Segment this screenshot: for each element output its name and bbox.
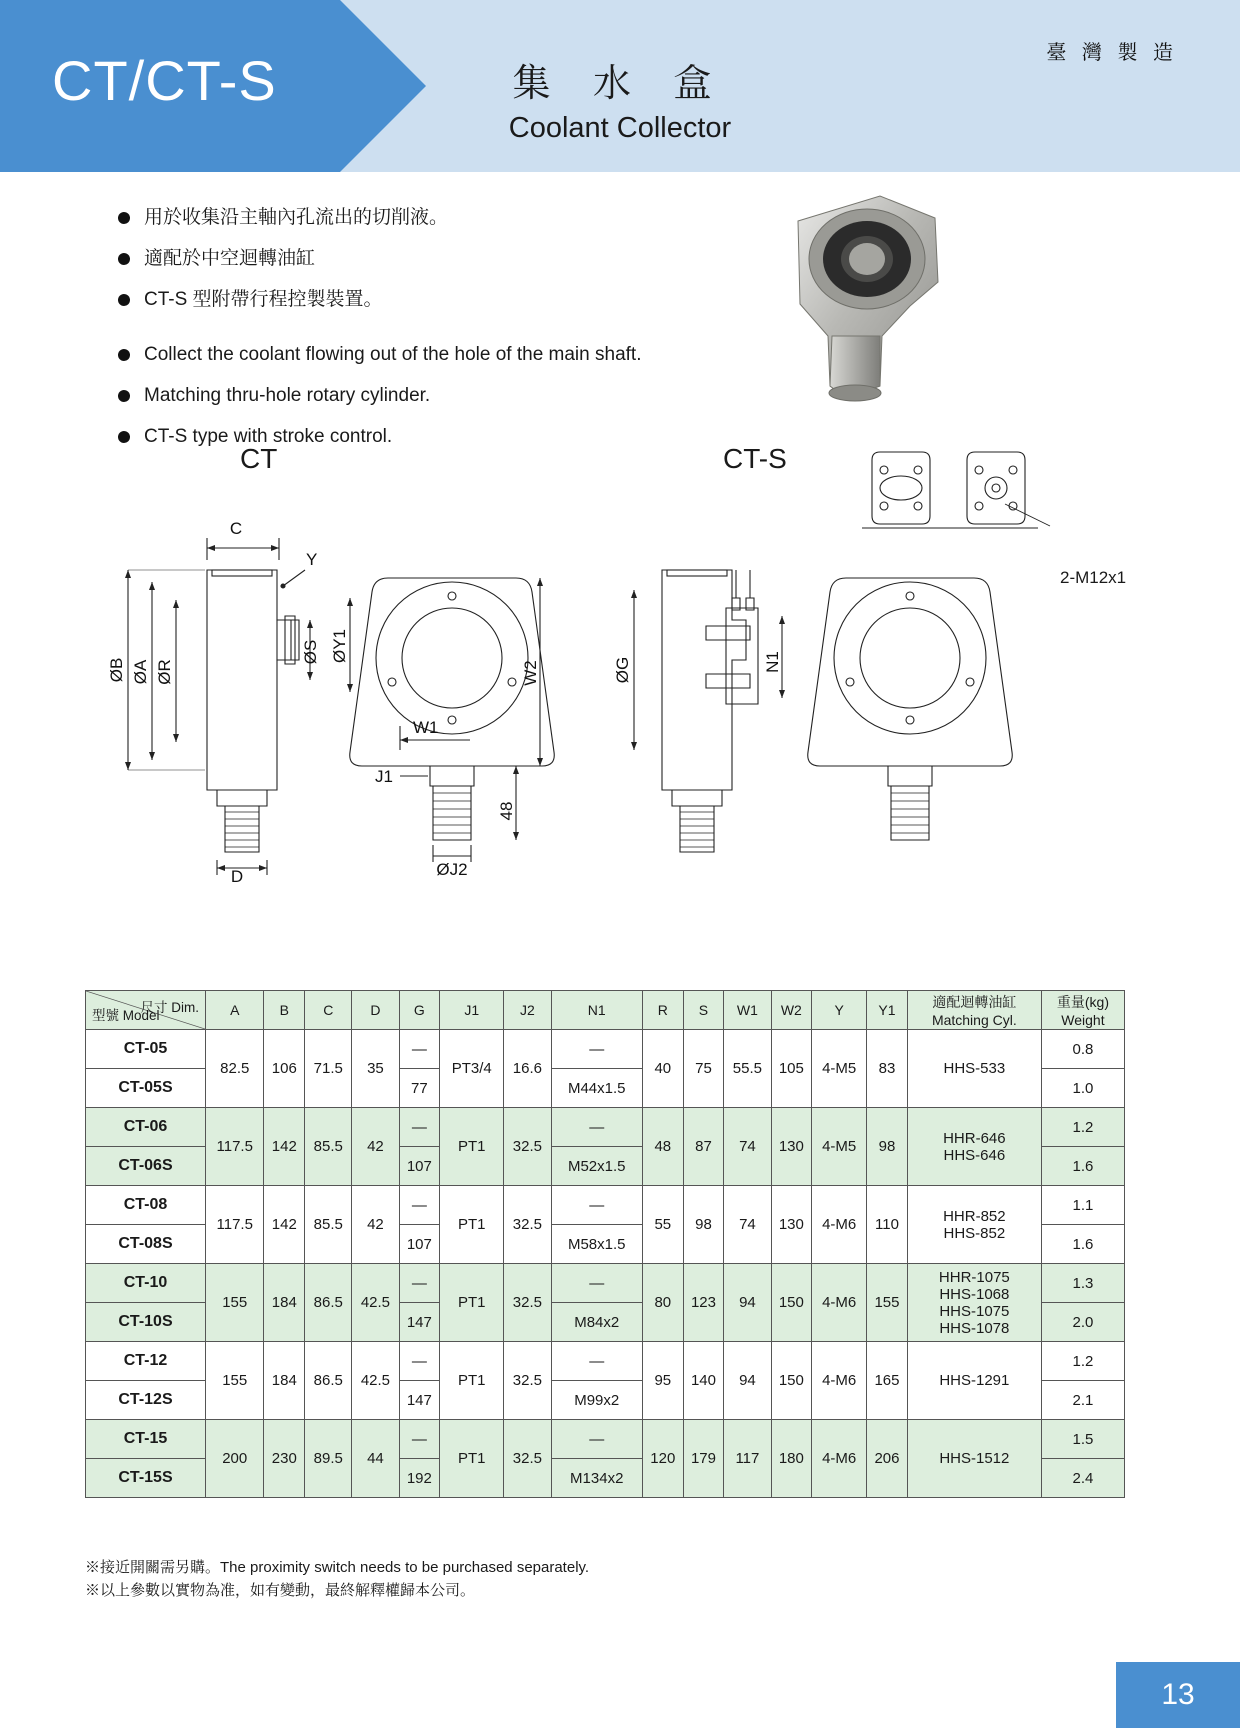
cell-weight: 2.1 [1041, 1381, 1124, 1420]
page-number: 13 [1116, 1662, 1240, 1728]
cell-y: 4-M6 [812, 1420, 867, 1498]
cell-w2: 150 [771, 1342, 812, 1420]
cell-r: 80 [642, 1264, 683, 1342]
made-in-label: 臺 灣 製 造 [1046, 42, 1178, 64]
cell-w1: 74 [724, 1186, 771, 1264]
col-header-y1: Y1 [867, 991, 908, 1030]
cell-g: 147 [399, 1303, 440, 1342]
table-row [86, 1186, 1125, 1225]
spec-table-container [85, 990, 1125, 1498]
bullet-dot-icon [118, 253, 130, 265]
cell-n1: M84x2 [551, 1303, 642, 1342]
cell-j2: 32.5 [504, 1108, 551, 1186]
svg-text:C: C [229, 519, 243, 538]
cell-model: CT-15 [86, 1420, 206, 1459]
cell-j1: PT3/4 [440, 1030, 504, 1108]
cell-n1: M58x1.5 [551, 1225, 642, 1264]
table-row [86, 1420, 1125, 1459]
table-row [86, 1108, 1125, 1147]
col-header-c: C [305, 991, 352, 1030]
page-title-cn: 集 水 盒 [512, 63, 728, 105]
cell-r: 55 [642, 1186, 683, 1264]
cell-w1: 94 [724, 1342, 771, 1420]
svg-text:48: 48 [497, 801, 516, 821]
feature-text: 用於收集沿主軸內孔流出的切削液。 [144, 207, 449, 228]
cell-model: CT-08 [86, 1186, 206, 1225]
cell-y1: 83 [867, 1030, 908, 1108]
cell-g: 107 [399, 1225, 440, 1264]
cell-s: 123 [683, 1264, 724, 1342]
cell-r: 95 [642, 1342, 683, 1420]
cell-d: 42 [352, 1186, 399, 1264]
series-title: CT/CT-S [52, 49, 277, 112]
col-header-b: B [264, 991, 305, 1030]
cell-r: 48 [642, 1108, 683, 1186]
cell-c: 86.5 [305, 1342, 352, 1420]
cell-d: 42 [352, 1108, 399, 1186]
cell-w2: 105 [771, 1030, 812, 1108]
list-item [118, 342, 758, 368]
feature-text: CT-S 型附帶行程控製裝置。 [144, 289, 383, 310]
cell-s: 140 [683, 1342, 724, 1420]
cell-s: 75 [683, 1030, 724, 1108]
cell-j1: PT1 [440, 1420, 504, 1498]
footnotes [85, 1556, 589, 1602]
cell-g: — [399, 1420, 440, 1459]
cell-j1: PT1 [440, 1342, 504, 1420]
bullet-dot-icon [118, 349, 130, 361]
col-header-w2: W2 [771, 991, 812, 1030]
cell-w1: 55.5 [724, 1030, 771, 1108]
col-header-w1: W1 [724, 991, 771, 1030]
cell-j2: 32.5 [504, 1186, 551, 1264]
footnote-2: ※以上參數以實物為准，如有變動，最終解釋權歸本公司。 [85, 1582, 476, 1599]
page-title-en: Coolant Collector [508, 112, 732, 144]
cell-n1: M134x2 [551, 1459, 642, 1498]
cell-j2: 32.5 [504, 1420, 551, 1498]
svg-text:ØS: ØS [301, 639, 320, 665]
list-item [118, 246, 758, 272]
table-row [86, 1342, 1125, 1381]
list-item [118, 287, 758, 313]
cell-s: 98 [683, 1186, 724, 1264]
svg-text:ØY1: ØY1 [330, 628, 349, 664]
cell-b: 184 [264, 1264, 305, 1342]
cell-weight: 2.4 [1041, 1459, 1124, 1498]
cell-y: 4-M5 [812, 1030, 867, 1108]
col-header-a: A [206, 991, 264, 1030]
cell-g: — [399, 1342, 440, 1381]
cell-w2: 130 [771, 1108, 812, 1186]
table-body [86, 1030, 1125, 1498]
cell-w2: 180 [771, 1420, 812, 1498]
cell-weight: 2.0 [1041, 1303, 1124, 1342]
thread-callout-label: 2-M12x1 [1060, 568, 1127, 587]
cell-model: CT-12 [86, 1342, 206, 1381]
cell-d: 42.5 [352, 1264, 399, 1342]
cell-j2: 16.6 [504, 1030, 551, 1108]
col-header-weight-cn: 重量(kg) [1056, 994, 1109, 1010]
product-photo [760, 186, 960, 406]
cell-j1: PT1 [440, 1108, 504, 1186]
table-row [86, 1264, 1125, 1303]
cell-r: 120 [642, 1420, 683, 1498]
cell-s: 179 [683, 1420, 724, 1498]
cell-weight: 0.8 [1041, 1030, 1124, 1069]
spacer [118, 328, 758, 342]
cell-n1: — [551, 1264, 642, 1303]
col-header-n1: N1 [551, 991, 642, 1030]
col-header-r: R [642, 991, 683, 1030]
cell-weight: 1.5 [1041, 1420, 1124, 1459]
table-header-row [86, 991, 1125, 1030]
cell-y: 4-M5 [812, 1108, 867, 1186]
cell-s: 87 [683, 1108, 724, 1186]
cell-a: 200 [206, 1420, 264, 1498]
cell-g: 147 [399, 1381, 440, 1420]
feature-text: CT-S type with stroke control. [144, 426, 393, 447]
cell-c: 89.5 [305, 1420, 352, 1498]
cell-w1: 117 [724, 1420, 771, 1498]
cell-model: CT-06 [86, 1108, 206, 1147]
corner-model-label: 型號 Model [92, 1008, 160, 1023]
cell-c: 86.5 [305, 1264, 352, 1342]
cell-g: 107 [399, 1147, 440, 1186]
svg-text:J1: J1 [375, 767, 393, 786]
feature-list [118, 205, 758, 465]
cell-d: 35 [352, 1030, 399, 1108]
corner-dim-label: 尺寸 Dim. [140, 1000, 199, 1015]
col-header-cyl-cn: 適配迴轉油缸 [932, 994, 1017, 1010]
cell-a: 117.5 [206, 1186, 264, 1264]
feature-text: Matching thru-hole rotary cylinder. [144, 385, 431, 406]
col-header-weight [1041, 991, 1124, 1030]
col-header-cyl-en: Matching Cyl. [931, 1012, 1017, 1028]
svg-text:ØA: ØA [131, 659, 150, 685]
cell-a: 155 [206, 1342, 264, 1420]
cell-weight: 1.1 [1041, 1186, 1124, 1225]
cell-g: 192 [399, 1459, 440, 1498]
cell-y1: 165 [867, 1342, 908, 1420]
cell-model: CT-05S [86, 1069, 206, 1108]
cell-weight: 1.3 [1041, 1264, 1124, 1303]
cell-d: 44 [352, 1420, 399, 1498]
svg-text:D: D [230, 867, 244, 886]
cell-j2: 32.5 [504, 1342, 551, 1420]
cell-n1: — [551, 1342, 642, 1381]
cell-b: 106 [264, 1030, 305, 1108]
cell-weight: 1.6 [1041, 1225, 1124, 1264]
footnote-1: ※接近開關需另購。The proximity switch needs to be purchased separately. [85, 1559, 590, 1576]
page-header [0, 0, 1240, 172]
cell-model: CT-06S [86, 1147, 206, 1186]
bullet-dot-icon [118, 212, 130, 224]
cell-w1: 94 [724, 1264, 771, 1342]
cell-d: 42.5 [352, 1342, 399, 1420]
cell-y: 4-M6 [812, 1186, 867, 1264]
col-header-j2: J2 [504, 991, 551, 1030]
cell-n1: — [551, 1108, 642, 1147]
cell-j2: 32.5 [504, 1264, 551, 1342]
cell-matching-cyl: HHR-1075 HHS-1068 HHS-1075 HHS-1078 [907, 1264, 1041, 1342]
cell-n1: M44x1.5 [551, 1069, 642, 1108]
cell-n1: M52x1.5 [551, 1147, 642, 1186]
cell-r: 40 [642, 1030, 683, 1108]
cell-n1: — [551, 1186, 642, 1225]
cell-n1: — [551, 1030, 642, 1069]
bullet-dot-icon [118, 390, 130, 402]
table-corner-header [86, 991, 206, 1030]
cell-g: — [399, 1108, 440, 1147]
cell-model: CT-10 [86, 1264, 206, 1303]
cell-c: 71.5 [305, 1030, 352, 1108]
bullet-dot-icon [118, 294, 130, 306]
list-item [118, 383, 758, 409]
cell-matching-cyl: HHR-646 HHS-646 [907, 1108, 1041, 1186]
svg-text:ØG: ØG [613, 656, 632, 684]
cell-matching-cyl: HHR-852 HHS-852 [907, 1186, 1041, 1264]
cell-y1: 98 [867, 1108, 908, 1186]
cell-b: 142 [264, 1186, 305, 1264]
cell-matching-cyl: HHS-533 [907, 1030, 1041, 1108]
cell-matching-cyl: HHS-1512 [907, 1420, 1041, 1498]
svg-text:ØB: ØB [107, 657, 126, 683]
cell-b: 230 [264, 1420, 305, 1498]
col-header-s: S [683, 991, 724, 1030]
svg-text:ØR: ØR [155, 659, 174, 685]
cell-model: CT-15S [86, 1459, 206, 1498]
col-header-y: Y [812, 991, 867, 1030]
cell-model: CT-08S [86, 1225, 206, 1264]
drawing-label-ct: CT [240, 443, 278, 474]
cell-weight: 1.2 [1041, 1342, 1124, 1381]
cell-weight: 1.0 [1041, 1069, 1124, 1108]
cell-b: 184 [264, 1342, 305, 1420]
cell-c: 85.5 [305, 1108, 352, 1186]
cell-n1: — [551, 1420, 642, 1459]
technical-drawings [0, 430, 1240, 886]
cell-w2: 150 [771, 1264, 812, 1342]
cell-j1: PT1 [440, 1264, 504, 1342]
cell-y: 4-M6 [812, 1264, 867, 1342]
cell-y1: 155 [867, 1264, 908, 1342]
col-header-matching-cyl [907, 991, 1041, 1030]
cell-w2: 130 [771, 1186, 812, 1264]
col-header-d: D [352, 991, 399, 1030]
cell-c: 85.5 [305, 1186, 352, 1264]
cell-y1: 206 [867, 1420, 908, 1498]
cell-n1: M99x2 [551, 1381, 642, 1420]
cell-j1: PT1 [440, 1186, 504, 1264]
svg-text:N1: N1 [763, 651, 782, 673]
col-header-weight-en: Weight [1061, 1012, 1105, 1028]
list-item [118, 205, 758, 231]
feature-text: Collect the coolant flowing out of the hole of the main shaft. [144, 344, 642, 365]
cell-model: CT-10S [86, 1303, 206, 1342]
cell-b: 142 [264, 1108, 305, 1186]
svg-text:W2: W2 [521, 660, 540, 686]
table-row [86, 1030, 1125, 1069]
cell-g: — [399, 1264, 440, 1303]
cell-weight: 1.6 [1041, 1147, 1124, 1186]
cell-weight: 1.2 [1041, 1108, 1124, 1147]
cell-a: 155 [206, 1264, 264, 1342]
col-header-j1: J1 [440, 991, 504, 1030]
cell-g: — [399, 1186, 440, 1225]
cell-y1: 110 [867, 1186, 908, 1264]
cell-a: 117.5 [206, 1108, 264, 1186]
cell-g: — [399, 1030, 440, 1069]
cell-y: 4-M6 [812, 1342, 867, 1420]
svg-text:Y: Y [306, 550, 318, 569]
cell-model: CT-12S [86, 1381, 206, 1420]
svg-text:W1: W1 [413, 718, 439, 737]
feature-text: 適配於中空迴轉油缸 [144, 248, 316, 269]
col-header-g: G [399, 991, 440, 1030]
cell-matching-cyl: HHS-1291 [907, 1342, 1041, 1420]
cell-g: 77 [399, 1069, 440, 1108]
spec-table [85, 990, 1125, 1498]
cell-model: CT-05 [86, 1030, 206, 1069]
cell-a: 82.5 [206, 1030, 264, 1108]
drawing-label-cts: CT-S [723, 443, 787, 474]
svg-text:ØJ2: ØJ2 [436, 860, 468, 879]
cell-w1: 74 [724, 1108, 771, 1186]
